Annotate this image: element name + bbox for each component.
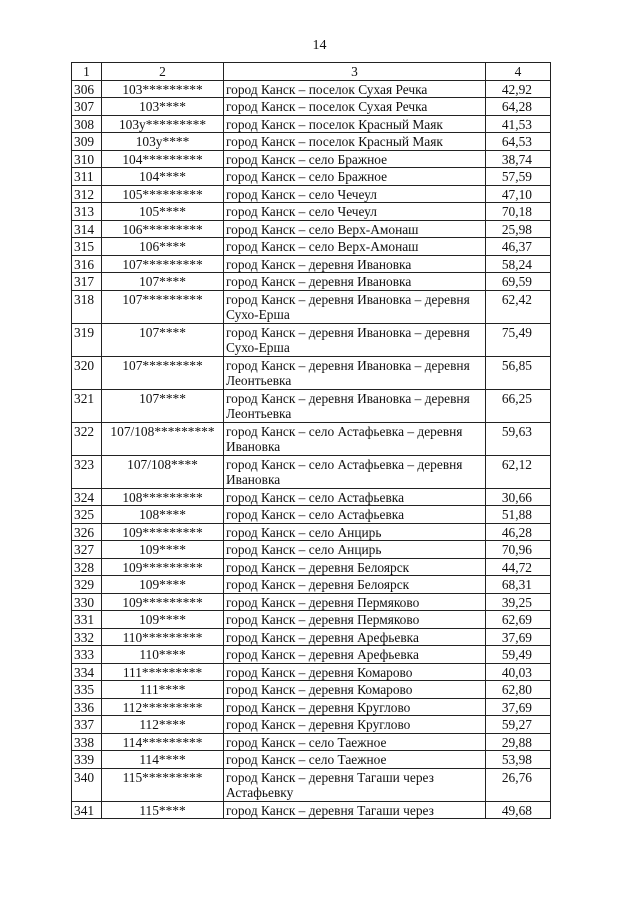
route-name-cell: город Канск – поселок Сухая Речка (224, 80, 486, 98)
row-number-cell: 325 (72, 506, 102, 524)
route-value-cell: 59,27 (486, 716, 551, 734)
route-name-cell: город Канск – поселок Красный Маяк (224, 115, 486, 133)
row-number-cell: 316 (72, 255, 102, 273)
row-number-cell: 327 (72, 541, 102, 559)
row-number-cell: 312 (72, 185, 102, 203)
row-number-cell: 321 (72, 389, 102, 422)
route-value-cell: 56,85 (486, 356, 551, 389)
route-code-cell: 109**** (102, 576, 224, 594)
route-value-cell: 64,53 (486, 133, 551, 151)
route-name-cell: город Канск – деревня Белоярск (224, 558, 486, 576)
route-code-cell: 109********* (102, 593, 224, 611)
row-number-cell: 308 (72, 115, 102, 133)
row-number-cell: 336 (72, 698, 102, 716)
route-name-cell: город Канск – село Астафьевка (224, 506, 486, 524)
row-number-cell: 314 (72, 220, 102, 238)
route-value-cell: 29,88 (486, 733, 551, 751)
route-name-cell: город Канск – село Бражное (224, 150, 486, 168)
route-name-cell: город Канск – деревня Белоярск (224, 576, 486, 594)
route-name-cell: город Канск – село Верх-Амонаш (224, 220, 486, 238)
table-row (72, 133, 551, 151)
row-number-cell: 315 (72, 238, 102, 256)
route-code-cell: 114********* (102, 733, 224, 751)
table-row (72, 768, 551, 801)
route-value-cell: 46,37 (486, 238, 551, 256)
row-number-cell: 326 (72, 523, 102, 541)
row-number-cell: 329 (72, 576, 102, 594)
table-row (72, 455, 551, 488)
table-row (72, 681, 551, 699)
route-value-cell: 51,88 (486, 506, 551, 524)
row-number-cell: 311 (72, 168, 102, 186)
route-name-cell: город Канск – деревня Круглово (224, 716, 486, 734)
route-value-cell: 62,80 (486, 681, 551, 699)
route-value-cell: 66,25 (486, 389, 551, 422)
row-number-cell: 309 (72, 133, 102, 151)
table-row (72, 541, 551, 559)
route-value-cell: 37,69 (486, 698, 551, 716)
route-name-cell: город Канск – деревня Тагаши через (224, 801, 486, 819)
route-value-cell: 25,98 (486, 220, 551, 238)
header-cell-3: 3 (224, 63, 486, 81)
route-name-cell: город Канск – село Чечеул (224, 203, 486, 221)
route-code-cell: 105********* (102, 185, 224, 203)
route-value-cell: 68,31 (486, 576, 551, 594)
table-row (72, 98, 551, 116)
table-header-row (72, 63, 551, 81)
route-code-cell: 109********* (102, 523, 224, 541)
table-row (72, 801, 551, 819)
route-name-cell: город Канск – село Астафьевка – деревня Ивановка (224, 422, 486, 455)
row-number-cell: 339 (72, 751, 102, 769)
route-code-cell: 107**** (102, 389, 224, 422)
route-value-cell: 70,96 (486, 541, 551, 559)
row-number-cell: 306 (72, 80, 102, 98)
route-name-cell: город Канск – село Таежное (224, 751, 486, 769)
route-code-cell: 110**** (102, 646, 224, 664)
table-row (72, 185, 551, 203)
route-code-cell: 106**** (102, 238, 224, 256)
route-code-cell: 107**** (102, 323, 224, 356)
row-number-cell: 318 (72, 290, 102, 323)
row-number-cell: 331 (72, 611, 102, 629)
route-value-cell: 44,72 (486, 558, 551, 576)
route-name-cell: город Канск – село Астафьевка (224, 488, 486, 506)
route-name-cell: город Канск – поселок Красный Маяк (224, 133, 486, 151)
route-name-cell: город Канск – деревня Ивановка – деревня Сухо-Ерша (224, 323, 486, 356)
table-row (72, 506, 551, 524)
row-number-cell: 324 (72, 488, 102, 506)
route-code-cell: 107/108**** (102, 455, 224, 488)
table-row (72, 115, 551, 133)
route-code-cell: 107********* (102, 356, 224, 389)
header-cell-1: 1 (72, 63, 102, 81)
route-name-cell: город Канск – деревня Ивановка – деревня Сухо-Ерша (224, 290, 486, 323)
table-row (72, 488, 551, 506)
table-row (72, 290, 551, 323)
route-code-cell: 114**** (102, 751, 224, 769)
table-row (72, 80, 551, 98)
route-value-cell: 30,66 (486, 488, 551, 506)
route-name-cell: город Канск – село Верх-Амонаш (224, 238, 486, 256)
route-value-cell: 62,69 (486, 611, 551, 629)
table-row (72, 611, 551, 629)
route-code-cell: 112********* (102, 698, 224, 716)
row-number-cell: 322 (72, 422, 102, 455)
route-code-cell: 110********* (102, 628, 224, 646)
route-value-cell: 64,28 (486, 98, 551, 116)
table-row (72, 389, 551, 422)
route-code-cell: 107**** (102, 273, 224, 291)
route-value-cell: 58,24 (486, 255, 551, 273)
route-value-cell: 75,49 (486, 323, 551, 356)
route-name-cell: город Канск – деревня Тагаши через Астафьевку (224, 768, 486, 801)
route-name-cell: город Канск – поселок Сухая Речка (224, 98, 486, 116)
row-number-cell: 323 (72, 455, 102, 488)
route-value-cell: 39,25 (486, 593, 551, 611)
row-number-cell: 310 (72, 150, 102, 168)
route-value-cell: 37,69 (486, 628, 551, 646)
row-number-cell: 334 (72, 663, 102, 681)
row-number-cell: 328 (72, 558, 102, 576)
route-code-cell: 111**** (102, 681, 224, 699)
table-row (72, 698, 551, 716)
route-code-cell: 108**** (102, 506, 224, 524)
table-row (72, 422, 551, 455)
table-row (72, 751, 551, 769)
route-code-cell: 109********* (102, 558, 224, 576)
table-row (72, 203, 551, 221)
row-number-cell: 332 (72, 628, 102, 646)
route-name-cell: город Канск – деревня Пермяково (224, 593, 486, 611)
route-code-cell: 109**** (102, 611, 224, 629)
route-code-cell: 107********* (102, 255, 224, 273)
table-row (72, 523, 551, 541)
route-value-cell: 59,63 (486, 422, 551, 455)
route-code-cell: 115********* (102, 768, 224, 801)
row-number-cell: 338 (72, 733, 102, 751)
routes-table (71, 62, 551, 819)
row-number-cell: 330 (72, 593, 102, 611)
route-name-cell: город Канск – деревня Арефьевка (224, 646, 486, 664)
route-code-cell: 105**** (102, 203, 224, 221)
route-value-cell: 57,59 (486, 168, 551, 186)
route-name-cell: город Канск – деревня Ивановка – деревня Леонтьевка (224, 356, 486, 389)
route-name-cell: город Канск – деревня Ивановка – деревня Леонтьевка (224, 389, 486, 422)
route-code-cell: 107********* (102, 290, 224, 323)
route-value-cell: 49,68 (486, 801, 551, 819)
route-value-cell: 47,10 (486, 185, 551, 203)
route-name-cell: город Канск – село Бражное (224, 168, 486, 186)
route-code-cell: 115**** (102, 801, 224, 819)
route-value-cell: 41,53 (486, 115, 551, 133)
table-row (72, 255, 551, 273)
table-row (72, 220, 551, 238)
row-number-cell: 307 (72, 98, 102, 116)
route-code-cell: 107/108********* (102, 422, 224, 455)
route-code-cell: 111********* (102, 663, 224, 681)
header-cell-4: 4 (486, 63, 551, 81)
route-name-cell: город Канск – деревня Пермяково (224, 611, 486, 629)
route-name-cell: город Канск – деревня Ивановка (224, 273, 486, 291)
route-name-cell: город Канск – деревня Круглово (224, 698, 486, 716)
table-row (72, 576, 551, 594)
route-code-cell: 112**** (102, 716, 224, 734)
route-value-cell: 53,98 (486, 751, 551, 769)
route-value-cell: 26,76 (486, 768, 551, 801)
route-code-cell: 109**** (102, 541, 224, 559)
table-row (72, 356, 551, 389)
route-value-cell: 69,59 (486, 273, 551, 291)
table-row (72, 150, 551, 168)
row-number-cell: 313 (72, 203, 102, 221)
route-value-cell: 62,42 (486, 290, 551, 323)
route-name-cell: город Канск – село Таежное (224, 733, 486, 751)
route-code-cell: 104**** (102, 168, 224, 186)
route-name-cell: город Канск – деревня Комарово (224, 663, 486, 681)
route-value-cell: 42,92 (486, 80, 551, 98)
table-row (72, 558, 551, 576)
row-number-cell: 320 (72, 356, 102, 389)
route-value-cell: 62,12 (486, 455, 551, 488)
route-name-cell: город Канск – село Анцирь (224, 541, 486, 559)
route-name-cell: город Канск – село Чечеул (224, 185, 486, 203)
route-code-cell: 103**** (102, 98, 224, 116)
route-name-cell: город Канск – деревня Комарово (224, 681, 486, 699)
page-number: 14 (312, 38, 327, 53)
table-row (72, 593, 551, 611)
route-name-cell: город Канск – село Анцирь (224, 523, 486, 541)
route-code-cell: 103********* (102, 80, 224, 98)
table-row (72, 168, 551, 186)
route-name-cell: город Канск – село Астафьевка – деревня Ивановка (224, 455, 486, 488)
row-number-cell: 340 (72, 768, 102, 801)
table-row (72, 273, 551, 291)
route-code-cell: 103у********* (102, 115, 224, 133)
table-row (72, 646, 551, 664)
row-number-cell: 341 (72, 801, 102, 819)
route-value-cell: 59,49 (486, 646, 551, 664)
row-number-cell: 333 (72, 646, 102, 664)
table-row (72, 238, 551, 256)
row-number-cell: 319 (72, 323, 102, 356)
route-code-cell: 106********* (102, 220, 224, 238)
route-code-cell: 108********* (102, 488, 224, 506)
route-code-cell: 103у**** (102, 133, 224, 151)
row-number-cell: 317 (72, 273, 102, 291)
table-row (72, 323, 551, 356)
row-number-cell: 335 (72, 681, 102, 699)
route-value-cell: 46,28 (486, 523, 551, 541)
route-name-cell: город Канск – деревня Ивановка (224, 255, 486, 273)
table-row (72, 716, 551, 734)
table-row (72, 733, 551, 751)
header-cell-2: 2 (102, 63, 224, 81)
route-value-cell: 38,74 (486, 150, 551, 168)
table-row (72, 663, 551, 681)
table-row (72, 628, 551, 646)
route-value-cell: 40,03 (486, 663, 551, 681)
route-code-cell: 104********* (102, 150, 224, 168)
route-name-cell: город Канск – деревня Арефьевка (224, 628, 486, 646)
row-number-cell: 337 (72, 716, 102, 734)
route-value-cell: 70,18 (486, 203, 551, 221)
